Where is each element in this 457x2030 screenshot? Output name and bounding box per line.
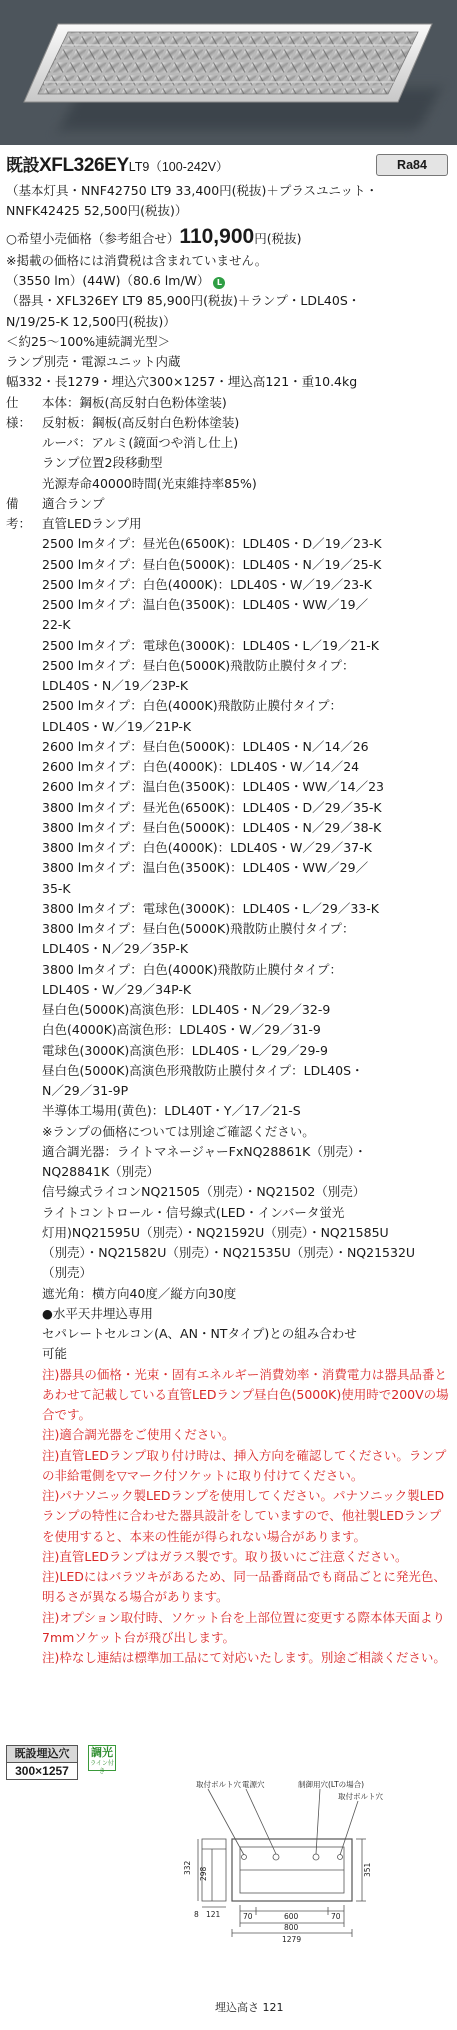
- dimmer-row: 信号線式ライコンNQ21505（別売）・NQ21502（別売）: [42, 1184, 366, 1200]
- note-row: 注)オプション取付時、ソケット台を上部位置に変更する際本体天面より7mmソケット台が飛び出します。: [42, 1609, 446, 1645]
- existing-hole-size: 300×1257: [15, 1764, 69, 1778]
- dimmer-row: （別売）: [42, 1265, 93, 1281]
- dim-800: 800: [284, 1923, 299, 1932]
- lamp-row: 昼白色(5000K)高演色形飛散防止膜付タイプ：LDL40S・: [42, 1062, 364, 1078]
- lamp-row: 3800 lmタイプ：昼光色(6500K)：LDL40S・D／29／35-K: [42, 799, 382, 815]
- spec-row: ルーバ：アルミ(鏡面つや消し仕上): [42, 435, 239, 451]
- lamp-row: 2500 lmタイプ：電球色(3000K)：LDL40S・L／19／21-K: [42, 637, 379, 653]
- efficiency-line: [6, 271, 452, 291]
- bolt-hole-label-right: 取付ボルト穴: [338, 1792, 383, 1801]
- lamp-row: LDL40S・N／29／35P-K: [42, 941, 189, 957]
- lamp-row: 半導体工場用(黄色)：LDL40T・Y／17／21-S: [42, 1103, 301, 1119]
- lamp-row: 3800 lmタイプ：昼白色(5000K)：LDL40S・N／29／38-K: [42, 819, 382, 835]
- bolt-hole-label-left: 取付ボルト穴: [196, 1780, 241, 1789]
- lamp-row: 3800 lmタイプ：電球色(3000K)：LDL40S・L／29／33-K: [42, 900, 379, 916]
- remarks-section: [6, 494, 452, 1365]
- dimension-diagram: [183, 1777, 452, 2017]
- dimming-label: 調光: [91, 1746, 113, 1759]
- kisetsu-label: 既設: [6, 156, 39, 176]
- note-row: 注)LEDにはバラツキがあるため、同一品番商品でも商品ごとに発光色、明るさが異なる場合があります。: [42, 1569, 446, 1605]
- lamp-row: 白色(4000K)高演色形：LDL40S・W／29／31-9: [42, 1022, 321, 1038]
- remarks-row: 適合ランプ: [42, 495, 105, 511]
- dim-351: 351: [363, 1862, 372, 1877]
- note-row: 注)直管LEDランプはガラス製です。取り扱いにご注意ください。: [42, 1548, 408, 1564]
- lamp-row: 3800 lmタイプ：白色(4000K)飛散防止膜付タイプ：: [42, 961, 342, 977]
- lamp-row: LDL40S・N／19／23P-K: [42, 678, 189, 694]
- eco-mark-icon: L: [213, 277, 225, 289]
- plus-unit-info: NNFK42425 52,500円(税抜)）: [6, 203, 188, 219]
- lamp-row: N／29／31-9P: [42, 1083, 129, 1099]
- lamp-row: 2500 lmタイプ：白色(4000K)：LDL40S・W／19／23-K: [42, 576, 372, 592]
- lamp-row: 2500 lmタイプ：白色(4000K)飛散防止膜付タイプ：: [42, 698, 342, 714]
- remarks-row: 遮光角：横方向40度／縦方向30度: [42, 1285, 237, 1301]
- ra-badge: Ra84: [376, 154, 448, 176]
- note-row: 注)枠なし連結は標準加工品にて対応いたします。別途ご相談ください。: [42, 1650, 446, 1666]
- product-description: [6, 151, 452, 1668]
- dimming-sublabel: ライン付き: [90, 1760, 114, 1775]
- note-row: 注)適合調光器をご使用ください。: [42, 1427, 235, 1443]
- existing-hole-badge: [6, 1745, 78, 1780]
- existing-hole-label: 既設埋込穴: [7, 1746, 77, 1763]
- remarks-row: ※ランプの価格については別途ご確認ください。: [42, 1123, 315, 1139]
- remarks-row: ●水平天井埋込専用: [42, 1305, 153, 1321]
- dim-600: 600: [284, 1912, 299, 1921]
- price-value: 110,900: [179, 224, 255, 248]
- lamp-row: 3800 lmタイプ：白色(4000K)：LDL40S・W／29／37-K: [42, 840, 372, 856]
- product-title-row: [6, 151, 452, 181]
- remarks-label: 備考：: [6, 495, 32, 532]
- price-prefix: ○希望小売価格（参考組合せ）: [6, 230, 180, 246]
- lamp-price: N/19/25-K 12,500円(税抜)）: [6, 313, 176, 329]
- dimmer-row: 適合調光器：ライトマネージャーFxNQ28861K（別売）・: [42, 1143, 367, 1159]
- dim-70-left: 70: [243, 1912, 253, 1921]
- efficiency-text: （3550 lm）(44W)（80.6 lm/W）: [6, 273, 210, 289]
- dim-121: 121: [206, 1910, 221, 1919]
- lamp-row: 2600 lmタイプ：温白色(3500K)：LDL40S・WW／14／23: [42, 779, 384, 795]
- spec-section: [6, 393, 452, 494]
- dimmer-row: 灯用)NQ21595U（別売）・NQ21592U（別売）・NQ21585U: [42, 1224, 389, 1240]
- bottom-section: [0, 1737, 457, 2030]
- lamp-row: 昼白色(5000K)高演色形：LDL40S・N／29／32-9: [42, 1002, 331, 1018]
- lamp-row: 2500 lmタイプ：昼光色(6500K)：LDL40S・D／19／23-K: [42, 536, 382, 552]
- dimmer-row: （別売）・NQ21582U（別売）・NQ21535U（別売）・NQ21532U: [42, 1245, 416, 1261]
- spec-row: 光源寿命40000時間(光束維持率85%): [42, 475, 257, 491]
- lamp-row: 3800 lmタイプ：温白色(3500K)：LDL40S・WW／29／: [42, 860, 369, 876]
- louver-fixture-illustration: [22, 22, 434, 104]
- remarks-row: セパレートセルコン(A、AN・NTタイプ)との組み合わせ: [42, 1326, 357, 1342]
- fixture-lamp-price: （器具・XFL326EY LT9 85,900円(税抜)＋ランプ・LDL40S・: [6, 293, 361, 309]
- price-suffix: 円(税抜): [254, 230, 302, 246]
- basic-fixture-info: （基本灯具・NNF42750 LT9 33,400円(税抜)＋プラスユニット・: [6, 183, 379, 198]
- dim-332: 332: [183, 1860, 192, 1875]
- lamp-row: 電球色(3000K)高演色形：LDL40S・L／29／29-9: [42, 1042, 328, 1058]
- spec-label: 仕様：: [6, 394, 32, 430]
- dimming-badge: [88, 1745, 116, 1775]
- dimensions-line: 幅332・長1279・埋込穴300×1257・埋込高121・重10.4kg: [6, 374, 358, 390]
- spec-row: ランプ位置2段移動型: [42, 455, 163, 471]
- remarks-row: 可能: [42, 1346, 68, 1362]
- dim-298: 298: [199, 1866, 208, 1881]
- lamp-row: 3800 lmタイプ：昼白色(5000K)飛散防止膜付タイプ：: [42, 921, 355, 937]
- lamp-row: 35-K: [42, 880, 71, 896]
- model-number: XFL326EY: [39, 155, 129, 176]
- product-image: [0, 0, 457, 145]
- tax-note: ※掲載の価格には消費税は含まれていません。: [6, 252, 268, 268]
- lamp-row: LDL40S・W／29／34P-K: [42, 981, 192, 997]
- model-suffix: LT9（100-242V）: [128, 160, 229, 174]
- lamp-row: LDL40S・W／19／21P-K: [42, 718, 192, 734]
- notes-section: [6, 1365, 452, 1669]
- lamp-sold-separately: ランプ別売・電源ユニット内蔵: [6, 354, 181, 370]
- spec-row: 本体：鋼板(高反射白色粉体塗装): [42, 394, 227, 410]
- dimension-drawing: [183, 1777, 452, 1997]
- lamp-row: 2600 lmタイプ：白色(4000K)：LDL40S・W／14／24: [42, 759, 360, 775]
- spec-row: 反射板：鋼板(高反射白色粉体塗装): [42, 414, 240, 430]
- lamp-row: 2500 lmタイプ：温白色(3500K)：LDL40S・WW／19／: [42, 597, 369, 613]
- dimmer-row: ライトコントロール・信号線式(LED・インバータ蛍光: [42, 1204, 345, 1220]
- control-hole-label: 制御用穴(LTの場合): [298, 1780, 365, 1789]
- lamp-row: 2500 lmタイプ：昼白色(5000K)：LDL40S・N／19／25-K: [42, 556, 382, 572]
- lamp-row: 2500 lmタイプ：昼白色(5000K)飛散防止膜付タイプ：: [42, 657, 355, 673]
- dim-8: 8: [194, 1910, 199, 1919]
- dimmer-row: NQ28841K（別売）: [42, 1164, 160, 1180]
- note-row: 注)パナソニック製LEDランプを使用してください。パナソニック製LEDランプの特性に合わせた器具設計をしていますので、他社製LEDランプを使用すると、本来の性能が得られない場合があります。: [42, 1488, 445, 1544]
- note-row: 注)器具の価格・光束・固有エネルギー消費効率・消費電力は器具品番とあわせて記載している直管LEDランプ昼白色(5000K)使用時で200Vの場合です。: [42, 1366, 449, 1423]
- dim-1279: 1279: [282, 1935, 302, 1944]
- dim-70-right: 70: [331, 1912, 341, 1921]
- power-hole-label: 電源穴: [242, 1780, 265, 1789]
- dimming-range: ＜約25～100%連続調光型＞: [6, 333, 171, 349]
- lamp-row: 2600 lmタイプ：昼白色(5000K)：LDL40S・N／14／26: [42, 738, 369, 754]
- remarks-row: 直管LEDランプ用: [42, 516, 142, 532]
- lamp-row: 22-K: [42, 617, 71, 633]
- note-row: 注)直管LEDランプ取り付け時は、挿入方向を確認してください。ランプの非給電側を▽マーク付ソケットに取り付けてください。: [42, 1447, 447, 1483]
- embed-height-caption: 埋込高さ 121: [215, 2001, 284, 2014]
- price-row: [6, 222, 452, 251]
